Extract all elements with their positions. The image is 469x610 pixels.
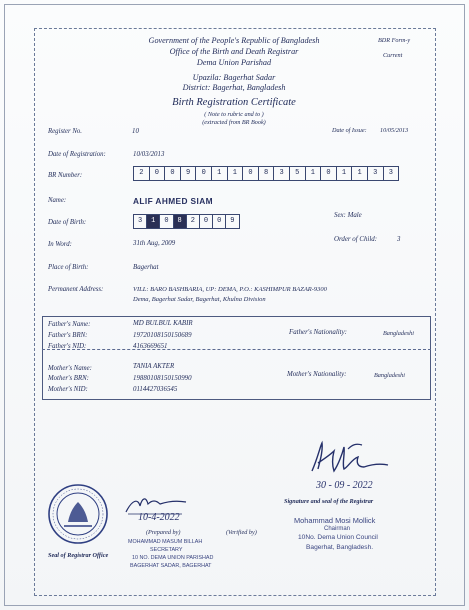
mother-brn-label: Mother's BRN:	[48, 375, 89, 382]
dob-digit-cell: 1	[147, 215, 160, 228]
registrar-seal-place: Bagerhat, Bangladesh.	[306, 544, 374, 551]
mother-nid-label: Mother's NID:	[48, 386, 88, 393]
registration-value: 10/03/2013	[133, 151, 165, 158]
br-digit-cell: 1	[352, 167, 368, 180]
father-name-label: Father's Name:	[48, 321, 91, 328]
place-value: Bagerhat	[133, 264, 159, 271]
parents-box	[42, 316, 431, 400]
inword-value: 31th Aug, 2009	[133, 240, 176, 247]
name-value: ALIF AHMED SIAM	[133, 196, 213, 206]
issue-label: Date of Issue:	[332, 127, 367, 134]
dob-digit-cell: 0	[160, 215, 173, 228]
dob-digit-cell: 8	[174, 215, 187, 228]
registrar-seal-council: 10No. Dema Union Council	[298, 534, 378, 541]
mother-nationality-value: Bangladeshi	[374, 372, 405, 379]
certificate-title: Birth Registration Certificate	[172, 97, 296, 108]
br-digit-cell: 0	[165, 167, 181, 180]
header-note: ( Note to rubric and to )	[204, 111, 264, 118]
br-digit-cell: 0	[243, 167, 259, 180]
br-digit-cell: 0	[196, 167, 212, 180]
br-digit-cell: 3	[368, 167, 384, 180]
br-digit-cell: 9	[181, 167, 197, 180]
seal-caption: Seal of Registrar Office	[48, 552, 109, 559]
registrar-seal-title: Chairman	[324, 526, 351, 532]
sex-label: Sex: Male	[334, 212, 362, 219]
address-line2: Dema, Bagerhat Sadar, Bagerhat, Khulna Division	[133, 296, 266, 303]
secretary-seal-place: BAGERHAT SADAR, BAGERHAT	[130, 563, 212, 569]
dob-digit-cell: 0	[213, 215, 226, 228]
br-digit-cell: 0	[321, 167, 337, 180]
header-union: Dema Union Parishad	[196, 58, 272, 67]
mother-nid-value: 0114427036545	[133, 386, 178, 393]
secretary-sign-date: 10-4-2022	[138, 512, 180, 523]
br-digit-cell: 2	[134, 167, 150, 180]
father-brn-label: Father's BRN:	[48, 332, 88, 339]
name-label: Name:	[48, 197, 67, 204]
father-name-value: MD BULBUL KABIR	[133, 320, 193, 327]
header-office: Office of the Birth and Death Registrar	[169, 47, 299, 56]
br-label: BR Number:	[48, 172, 83, 179]
form-status: Current	[383, 52, 403, 59]
mother-brn-value: 19880108150150990	[133, 375, 192, 382]
father-nationality-label: Father's Nationality:	[289, 329, 347, 336]
secretary-seal-name: MOHAMMAD MASUM BILLAH	[128, 539, 203, 545]
secretary-seal-union: 10 NO. DEMA UNION PARISHAD	[132, 555, 214, 561]
header-government: Government of the People's Republic of Bangladesh	[148, 36, 320, 45]
mother-name-value: TANIA AKTER	[133, 363, 175, 370]
prepared-by: (Prepared by)	[146, 529, 181, 536]
br-digit-cell: 0	[150, 167, 166, 180]
registrar-sign-date: 30 - 09 - 2022	[316, 480, 373, 491]
register-value: 10	[132, 128, 139, 135]
dob-grid	[133, 214, 240, 229]
inword-label: In Word:	[48, 241, 72, 248]
br-digit-cell: 3	[274, 167, 290, 180]
dob-digit-cell: 3	[134, 215, 147, 228]
mother-name-label: Mother's Name:	[48, 365, 92, 372]
registrar-caption: Signature and seal of the Registrar	[284, 498, 374, 505]
br-digit-cell: 1	[228, 167, 244, 180]
register-label: Register No.	[48, 128, 82, 135]
father-nid-label: Father's NID:	[48, 343, 87, 350]
place-label: Place of Birth:	[48, 264, 89, 271]
father-brn-value: 19720108150150689	[133, 332, 192, 339]
issue-value: 10/05/2013	[380, 127, 409, 134]
registration-label: Date of Registration:	[48, 151, 106, 158]
registrar-signature	[308, 437, 398, 479]
father-nid-value: 4163669651	[133, 343, 168, 350]
secretary-seal-title: SECRETARY	[150, 547, 183, 553]
dob-digit-cell: 9	[230, 217, 235, 225]
registrar-office-seal	[46, 482, 110, 546]
br-digit-cell: 1	[306, 167, 322, 180]
order-value: 3	[397, 236, 401, 243]
dob-digit-cell: 0	[200, 215, 213, 228]
address-line1: VILL: BARO BASHBARIA, UP: DEMA, P.O.: KASHIMPUR BAZAR-9300	[133, 286, 327, 293]
header-upazila: Upazila: Bagerhat Sadar	[192, 73, 276, 82]
address-label: Permanent Address:	[48, 286, 104, 293]
dob-digit-cell: 2	[187, 215, 200, 228]
header-extract: (extracted from BR Book)	[202, 119, 266, 126]
verified-by: (Verified by)	[226, 529, 257, 536]
br-digit-cell: 8	[259, 167, 275, 180]
father-nationality-value: Bangladeshi	[383, 330, 414, 337]
header-district: District: Bagerhat, Bangladesh	[182, 83, 286, 92]
registrar-seal-name: Mohammad Mosi Mollick	[294, 516, 376, 525]
br-digit-cell: 1	[337, 167, 353, 180]
parents-divider	[42, 349, 431, 350]
br-digit-cell: 1	[212, 167, 228, 180]
br-number-grid	[133, 166, 399, 181]
form-code: BDR Form-y	[378, 37, 411, 44]
mother-nationality-label: Mother's Nationality:	[287, 371, 347, 378]
order-label: Order of Child:	[334, 236, 378, 243]
br-digit-cell: 3	[388, 169, 393, 177]
br-digit-cell: 5	[290, 167, 306, 180]
dob-label: Date of Birth:	[48, 219, 87, 226]
